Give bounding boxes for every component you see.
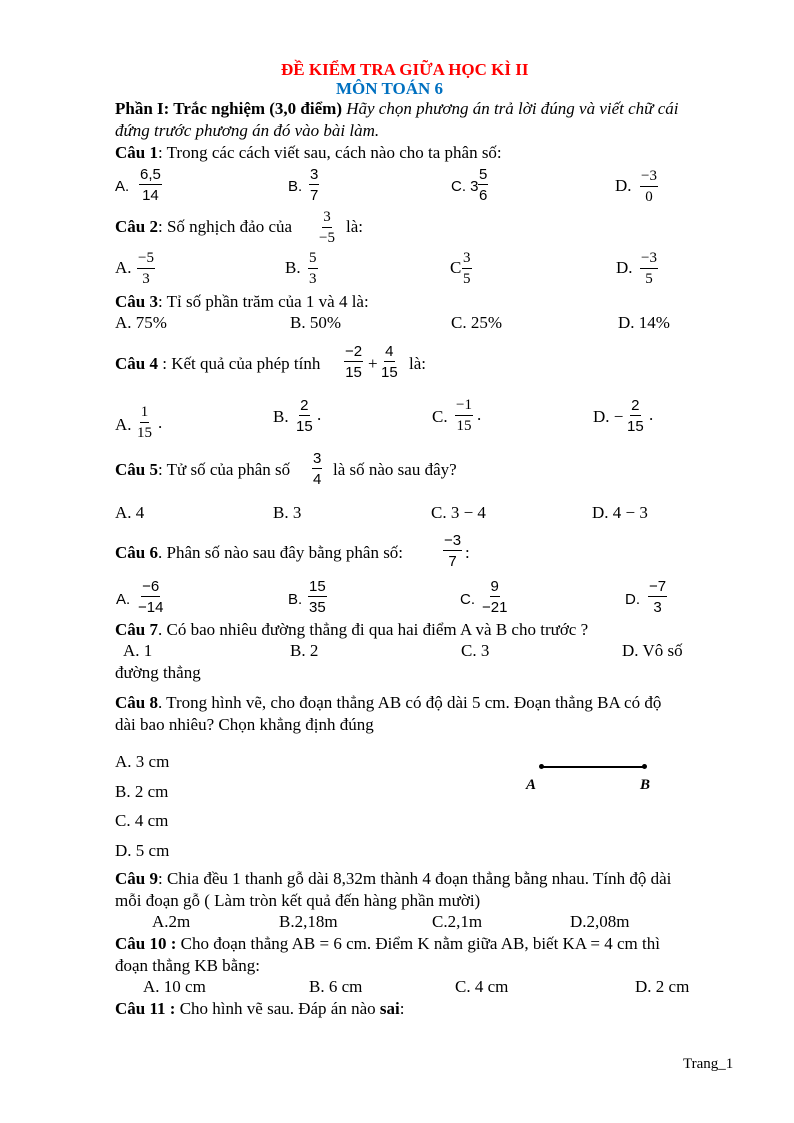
q4-label: Câu 4 <box>115 354 158 373</box>
q5-text <box>115 460 290 480</box>
q5-fraction <box>312 451 322 487</box>
q1-label: Câu 1 <box>115 143 158 162</box>
q11-text <box>115 999 404 1019</box>
q8-label: Câu 8 <box>115 693 158 712</box>
q4-option-b-fraction <box>296 398 313 434</box>
q4-operator: + <box>368 354 378 373</box>
q7-text <box>115 620 588 640</box>
numerator: 2 <box>631 397 640 414</box>
q3-label: Câu 3 <box>115 292 158 311</box>
q7-option-b: B. 2 <box>290 641 319 660</box>
q10-text-line-1 <box>115 934 660 954</box>
page-number: Trang_1 <box>683 1056 734 1072</box>
q6-fraction <box>443 533 462 569</box>
point-b-label: B <box>640 777 651 793</box>
q10-label: Câu 10 : <box>115 934 177 953</box>
q8-question: . Trong hình vẽ, cho đoạn thẳng AB có độ dài 5 cm. Đoạn thẳng BA có độ <box>157 693 662 712</box>
q6-option-a-fraction <box>138 579 163 615</box>
q6-option-d-letter: D. <box>625 591 640 608</box>
q9-text-line-2: mỗi đoạn gỗ ( Làm tròn kết quả đến hàng phần mười) <box>115 891 481 910</box>
q8-option-c: C. 4 cm <box>115 811 169 830</box>
denominator: −5 <box>319 230 335 246</box>
numerator: 3 <box>313 450 322 467</box>
numerator: 2 <box>300 397 309 414</box>
q2-option-b-letter: B. <box>285 258 301 277</box>
q5-question: : Tử số của phân số <box>157 460 291 479</box>
q7-question: . Có bao nhiêu đường thẳng đi qua hai điểm A và B cho trước ? <box>157 620 589 639</box>
q4-option-d-letter: D. − <box>593 407 624 426</box>
q10-option-d: D. 2 cm <box>635 977 690 996</box>
part1-instruction-1: Hãy chọn phương án trả lời đúng và viết chữ cái <box>346 99 679 118</box>
numerator: −5 <box>137 251 155 269</box>
numerator: 1 <box>140 405 150 423</box>
q9-option-b: B.2,18m <box>279 912 338 931</box>
q4-option-a-tail: . <box>158 413 163 432</box>
denominator: 0 <box>645 189 653 205</box>
q6-label: Câu 6 <box>115 543 158 562</box>
q9-text-line-1 <box>115 869 671 889</box>
numerator: −1 <box>455 398 473 416</box>
q4-option-a-fraction <box>137 405 152 441</box>
q8-option-b: B. 2 cm <box>115 782 169 801</box>
numerator: 3 <box>462 251 472 269</box>
q2-option-a-fraction <box>137 251 155 287</box>
q4-option-b-letter: B. <box>273 407 289 426</box>
q2-option-c-fraction <box>462 251 472 287</box>
q9-option-a: A.2m <box>152 912 191 931</box>
numerator: −6 <box>142 578 160 595</box>
q9-question: : Chia đều 1 thanh gỗ dài 8,32m thành 4 đoạn thẳng bằng nhau. Tính độ dài <box>157 869 672 888</box>
q9-label: Câu 9 <box>115 869 158 888</box>
q4-fraction-2 <box>381 344 398 380</box>
part1-instruction-2: đứng trước phương án đó vào bài làm. <box>115 121 380 140</box>
q5-label: Câu 5 <box>115 460 158 479</box>
denominator: 15 <box>296 418 313 435</box>
q1-option-b-fraction <box>309 167 319 203</box>
numerator: 6,5 <box>140 166 161 183</box>
q10-option-a: A. 10 cm <box>143 977 206 996</box>
q6-option-c-letter: C. <box>460 591 475 608</box>
numerator: 9 <box>490 578 499 595</box>
q5-after: là số nào sau đây? <box>333 460 457 479</box>
q10-text-line-2: đoạn thẳng KB bằng: <box>115 956 260 975</box>
q4-fraction-1 <box>344 344 363 380</box>
part1-heading: Phần I: Trắc nghiệm (3,0 điểm) <box>115 99 342 118</box>
numerator: 3 <box>322 210 332 228</box>
numerator: 5 <box>308 251 318 269</box>
q1-question: : Trong các cách viết sau, cách nào cho ta phân số: <box>157 143 502 162</box>
q3-option-c: C. 25% <box>451 313 502 332</box>
point-a-dot <box>539 764 544 769</box>
q7-label: Câu 7 <box>115 620 158 639</box>
q11-after: : <box>399 999 405 1018</box>
q5-option-c: C. 3 − 4 <box>431 503 486 522</box>
q5-option-a: A. 4 <box>115 503 145 522</box>
numerator: 15 <box>309 578 326 595</box>
numerator: −7 <box>649 578 667 595</box>
denominator: 15 <box>456 418 472 434</box>
q10-option-b: B. 6 cm <box>309 977 363 996</box>
denominator: 15 <box>137 425 152 441</box>
q3-question: : Tỉ số phần trăm của 1 và 4 là: <box>157 292 369 311</box>
q2-text <box>115 217 292 237</box>
q11-emphasis: sai <box>379 999 400 1018</box>
q4-option-a-letter: A. <box>115 415 132 434</box>
numerator: 4 <box>385 343 394 360</box>
q1-option-d-fraction <box>640 169 658 205</box>
q2-option-d-letter: D. <box>616 258 633 277</box>
q8-text-line-1 <box>115 693 661 713</box>
denominator: 7 <box>310 187 319 204</box>
point-b-dot <box>642 764 647 769</box>
q1-option-b-letter: B. <box>288 178 303 195</box>
numerator: −2 <box>345 343 363 360</box>
q2-option-d-fraction <box>640 251 658 287</box>
denominator: 3 <box>653 599 662 616</box>
denominator: 5 <box>463 271 471 287</box>
q6-option-a-letter: A. <box>116 591 131 608</box>
numerator: 3 <box>310 166 319 183</box>
q2-option-a-letter: A. <box>115 258 132 277</box>
denominator: −21 <box>482 599 508 616</box>
numerator: −3 <box>444 532 462 549</box>
q7-option-d: D. Vô số <box>622 641 683 660</box>
q4-option-c-tail: . <box>477 405 482 424</box>
denominator: 4 <box>313 471 322 488</box>
exam-title: ĐỀ KIỂM TRA GIỮA HỌC KÌ II <box>281 60 529 79</box>
q10-option-c: C. 4 cm <box>455 977 509 996</box>
q1-option-a-fraction <box>139 167 162 203</box>
q3-option-d: D. 14% <box>618 313 670 332</box>
q7-option-c: C. 3 <box>461 641 490 660</box>
denominator: 3 <box>142 271 150 287</box>
q3-text <box>115 292 369 312</box>
q2-question: : Số nghịch đảo của <box>157 217 293 236</box>
q11-question: Cho hình vẽ sau. Đáp án nào <box>175 999 380 1018</box>
q4-option-c-letter: C. <box>432 407 448 426</box>
q4-option-c-fraction <box>455 398 473 434</box>
q4-question: : Kết quả của phép tính <box>157 354 321 373</box>
q10-question: Cho đoạn thẳng AB = 6 cm. Điểm K nằm giữa AB, biết KA = 4 cm thì <box>176 934 660 953</box>
q7-option-d-continued: đường thẳng <box>115 663 201 682</box>
q8-text-line-2: dài bao nhiêu? Chọn khẳng định đúng <box>115 715 374 734</box>
denominator: 15 <box>381 364 398 381</box>
q6-after: : <box>465 543 470 562</box>
q3-option-b: B. 50% <box>290 313 341 332</box>
numerator: −3 <box>640 251 658 269</box>
q2-option-c-letter: C <box>450 258 462 277</box>
q2-fraction <box>319 210 335 246</box>
denominator: 35 <box>309 599 326 616</box>
q1-text <box>115 143 502 163</box>
q1-option-c-letter: C. 3 <box>451 178 479 195</box>
numerator: 5 <box>479 166 488 183</box>
q9-option-d: D.2,08m <box>570 912 630 931</box>
denominator: −14 <box>138 599 164 616</box>
q6-text <box>115 543 403 563</box>
q5-option-b: B. 3 <box>273 503 302 522</box>
denominator: 15 <box>627 418 644 435</box>
point-a-label: A <box>526 777 537 793</box>
q5-option-d: D. 4 − 3 <box>592 503 648 522</box>
q1-option-d-letter: D. <box>615 176 632 195</box>
q6-option-b-letter: B. <box>288 591 303 608</box>
segment-ab <box>541 766 645 768</box>
q4-option-b-tail: . <box>317 405 322 424</box>
denominator: 15 <box>345 364 362 381</box>
part1-heading-line <box>115 99 678 119</box>
q8-option-a: A. 3 cm <box>115 752 170 771</box>
q6-option-b-fraction <box>308 579 327 615</box>
denominator: 14 <box>142 187 159 204</box>
q2-option-b-fraction <box>308 251 318 287</box>
q2-after: là: <box>346 217 363 236</box>
denominator: 7 <box>448 553 457 570</box>
q8-option-d: D. 5 cm <box>115 841 170 860</box>
denominator: 6 <box>479 187 488 204</box>
denominator: 3 <box>309 271 317 287</box>
q9-option-c: C.2,1m <box>432 912 483 931</box>
q4-option-d-fraction <box>627 398 644 434</box>
q7-option-a: A. 1 <box>123 641 153 660</box>
q4-option-d-tail: . <box>649 405 654 424</box>
q2-label: Câu 2 <box>115 217 158 236</box>
q4-after: là: <box>409 354 426 373</box>
subject-title: MÔN TOÁN 6 <box>336 79 444 98</box>
denominator: 5 <box>645 271 653 287</box>
q6-option-c-fraction <box>482 579 507 615</box>
q1-option-c-fraction <box>478 167 488 203</box>
q11-label: Câu 11 : <box>115 999 176 1018</box>
q4-text <box>115 354 320 374</box>
q6-question: . Phân số nào sau đây bằng phân số: <box>157 543 404 562</box>
q3-option-a: A. 75% <box>115 313 167 332</box>
numerator: −3 <box>640 169 658 187</box>
q1-option-a-letter: A. <box>115 178 130 195</box>
q6-option-d-fraction <box>648 579 667 615</box>
